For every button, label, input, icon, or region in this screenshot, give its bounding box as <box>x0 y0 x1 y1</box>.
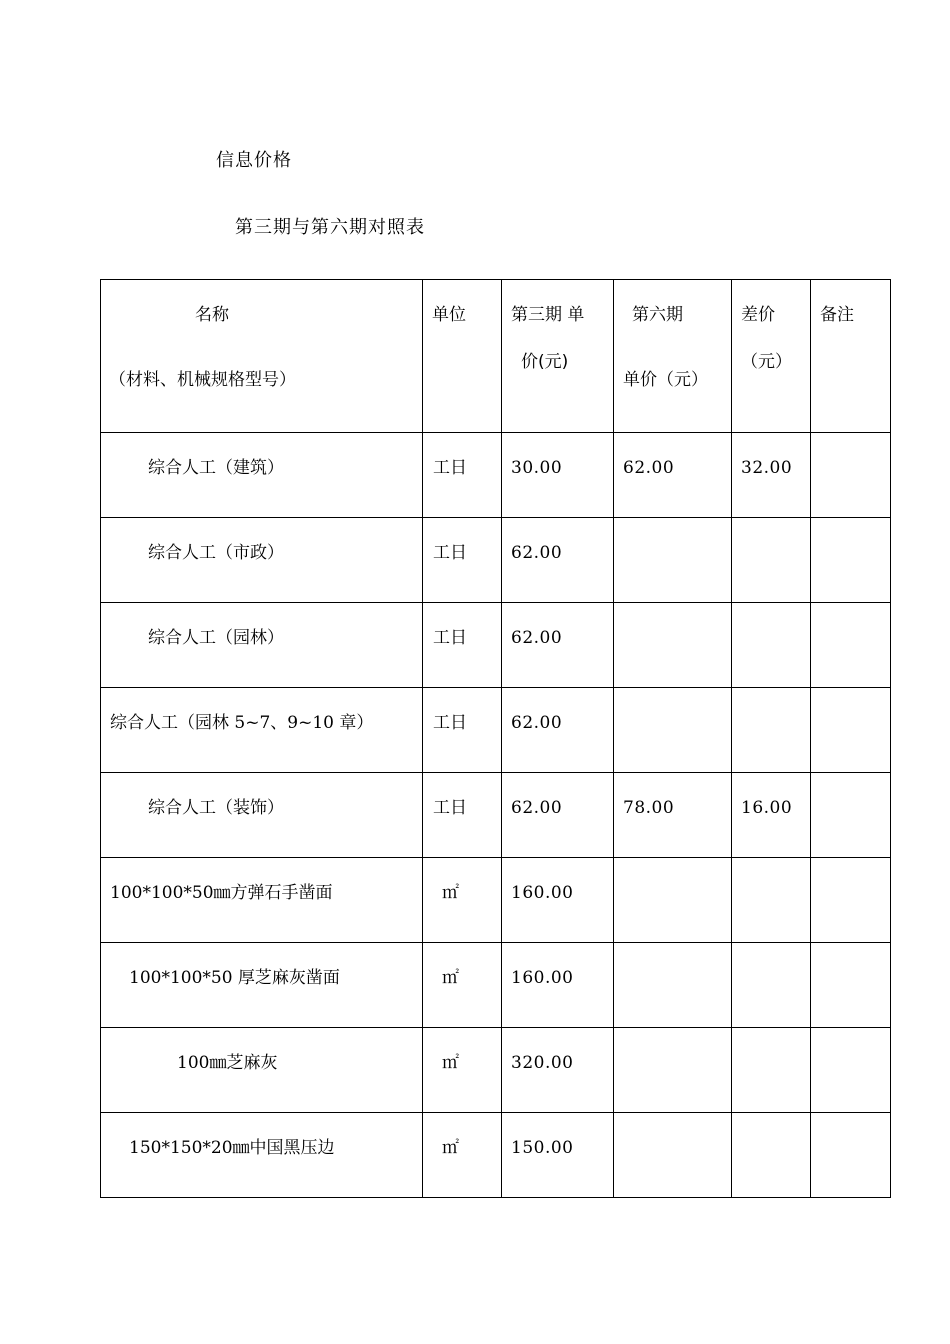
name-cell: 100*100*50㎜方弹石手凿面 <box>101 858 423 943</box>
header-period6 <box>614 280 732 433</box>
period3-price-cell: 62.00 <box>502 688 614 773</box>
diff-cell: 16.00 <box>732 773 811 858</box>
unit-cell: ㎡ <box>423 943 502 1028</box>
period3-price-cell: 320.00 <box>502 1028 614 1113</box>
period6-price-cell <box>614 858 732 943</box>
name-cell: 150*150*20㎜中国黑压边 <box>101 1113 423 1198</box>
header-unit-label: 单位 <box>432 305 466 325</box>
unit-cell: ㎡ <box>423 1113 502 1198</box>
unit-cell: 工日 <box>423 773 502 858</box>
table-row <box>101 688 891 773</box>
header-diff-line2: （元） <box>741 352 792 372</box>
table-row <box>101 603 891 688</box>
period3-price-cell: 30.00 <box>502 433 614 518</box>
unit-cell: 工日 <box>423 433 502 518</box>
diff-cell <box>732 518 811 603</box>
diff-cell <box>732 688 811 773</box>
diff-cell <box>732 858 811 943</box>
period6-price-cell <box>614 518 732 603</box>
table-row <box>101 433 891 518</box>
unit-cell: 工日 <box>423 603 502 688</box>
name-cell: 综合人工（市政） <box>101 518 423 603</box>
header-diff-line1: 差价 <box>741 305 775 325</box>
period6-price-cell <box>614 1113 732 1198</box>
period3-price-cell: 160.00 <box>502 858 614 943</box>
note-cell <box>811 858 891 943</box>
table-row <box>101 773 891 858</box>
note-cell <box>811 603 891 688</box>
period3-price-cell: 160.00 <box>502 943 614 1028</box>
header-period3-line2: 价(元) <box>521 352 569 372</box>
period3-price-cell: 62.00 <box>502 773 614 858</box>
header-period3 <box>502 280 614 433</box>
diff-cell <box>732 603 811 688</box>
period6-price-cell: 62.00 <box>614 433 732 518</box>
table-row <box>101 1113 891 1198</box>
header-period6-line2: 单价（元） <box>623 370 708 390</box>
table-header-row <box>101 280 891 433</box>
note-cell <box>811 773 891 858</box>
unit-cell: 工日 <box>423 518 502 603</box>
name-cell: 综合人工（园林） <box>101 603 423 688</box>
header-note-label: 备注 <box>820 305 854 325</box>
name-cell: 100*100*50 厚芝麻灰凿面 <box>101 943 423 1028</box>
table-row <box>101 858 891 943</box>
period6-price-cell: 78.00 <box>614 773 732 858</box>
name-cell: 综合人工（装饰） <box>101 773 423 858</box>
document-title: 信息价格 <box>216 150 292 171</box>
header-diff <box>732 280 811 433</box>
header-period3-line1: 第三期 单 <box>511 305 585 325</box>
name-cell: 综合人工（园林 5~7、9~10 章） <box>101 688 423 773</box>
table-row <box>101 1028 891 1113</box>
header-note <box>811 280 891 433</box>
period3-price-cell: 62.00 <box>502 603 614 688</box>
document-subtitle: 第三期与第六期对照表 <box>235 217 425 238</box>
unit-cell: ㎡ <box>423 1028 502 1113</box>
header-unit <box>423 280 502 433</box>
diff-cell <box>732 1028 811 1113</box>
header-name <box>101 280 423 433</box>
price-comparison-table <box>100 279 891 1198</box>
period6-price-cell <box>614 688 732 773</box>
table-row <box>101 518 891 603</box>
period6-price-cell <box>614 603 732 688</box>
table-row <box>101 943 891 1028</box>
period3-price-cell: 62.00 <box>502 518 614 603</box>
note-cell <box>811 518 891 603</box>
unit-cell: 工日 <box>423 688 502 773</box>
note-cell <box>811 1113 891 1198</box>
note-cell <box>811 688 891 773</box>
note-cell <box>811 943 891 1028</box>
name-cell: 综合人工（建筑） <box>101 433 423 518</box>
note-cell <box>811 433 891 518</box>
period6-price-cell <box>614 1028 732 1113</box>
period6-price-cell <box>614 943 732 1028</box>
period3-price-cell: 150.00 <box>502 1113 614 1198</box>
note-cell <box>811 1028 891 1113</box>
header-period6-line1: 第六期 <box>632 305 683 325</box>
diff-cell <box>732 943 811 1028</box>
name-cell: 100㎜芝麻灰 <box>101 1028 423 1113</box>
header-name-line1: 名称 <box>195 305 229 325</box>
unit-cell: ㎡ <box>423 858 502 943</box>
diff-cell <box>732 1113 811 1198</box>
diff-cell: 32.00 <box>732 433 811 518</box>
header-name-line2: （材料、机械规格型号） <box>109 370 296 390</box>
